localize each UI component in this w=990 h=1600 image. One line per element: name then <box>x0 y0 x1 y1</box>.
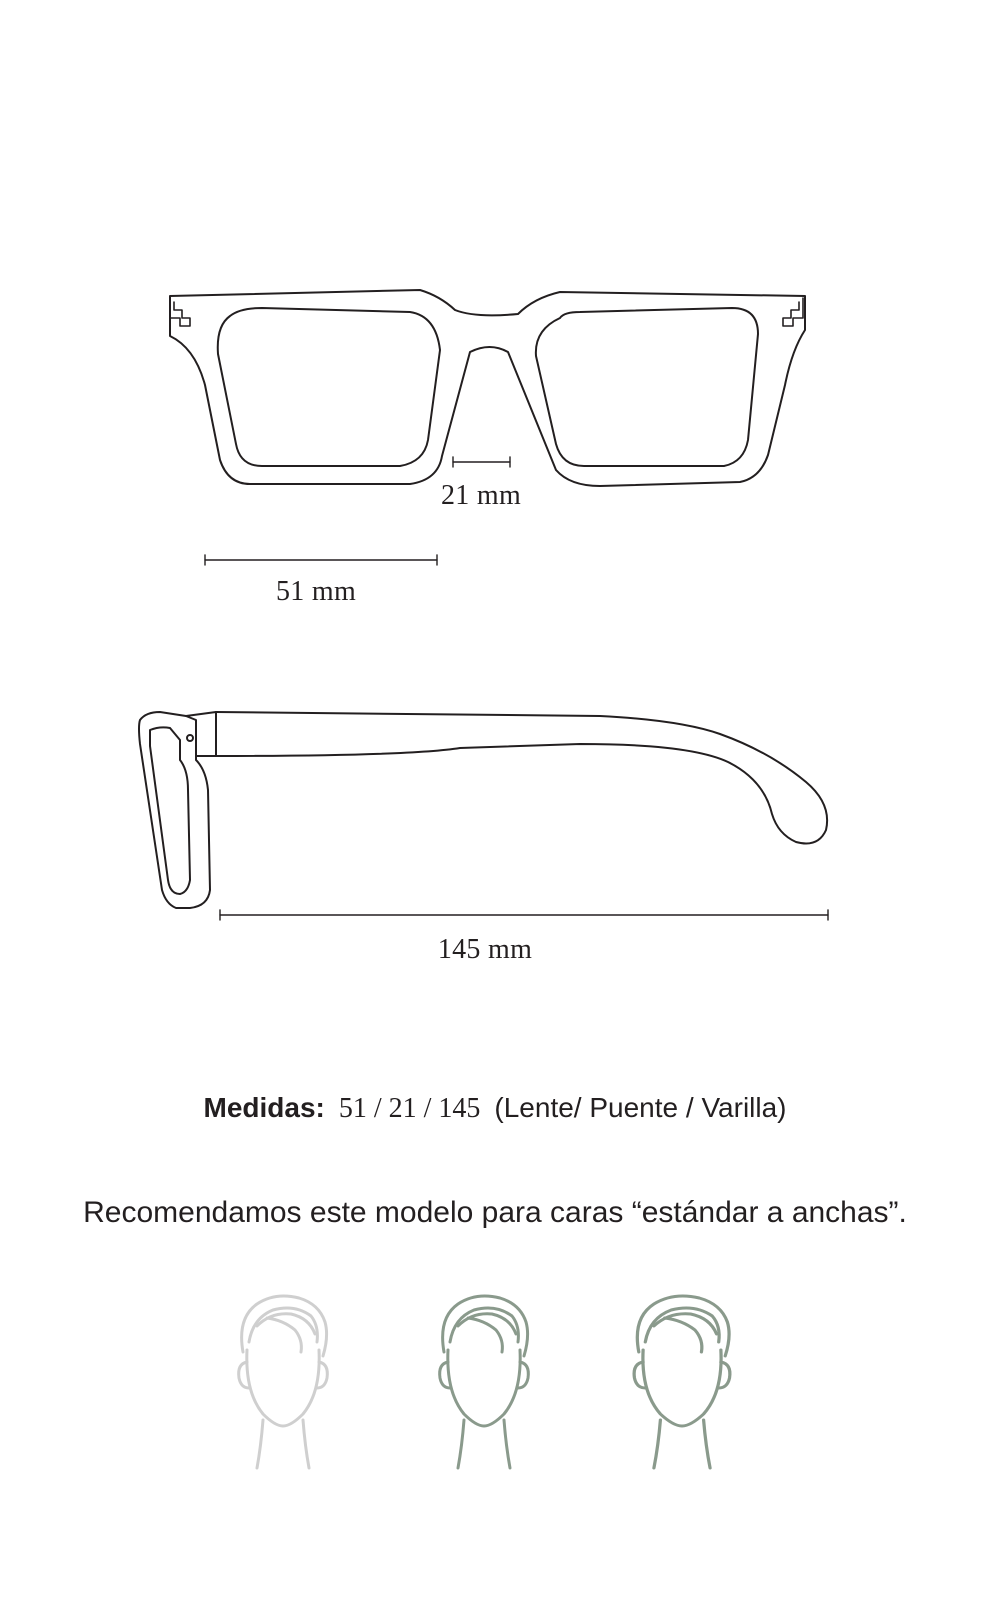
wide-face-icon <box>634 1296 730 1468</box>
lens-width-label: 51 mm <box>275 576 357 607</box>
right-hinge-ornament <box>783 298 803 326</box>
measurements-line <box>203 1092 786 1125</box>
temple-dimension-line <box>220 910 828 920</box>
standard-face-icon <box>440 1296 529 1468</box>
face-recommendation-text: Recomendamos este modelo para caras “estándar a anchas”. <box>83 1196 907 1229</box>
bridge-dimension-line <box>453 457 510 467</box>
face-shape-icons <box>0 1290 990 1470</box>
lens-dimension-line <box>205 555 437 565</box>
frame-outline <box>170 290 805 486</box>
side-rim-inner <box>150 727 190 894</box>
side-hinge-pin <box>187 735 193 741</box>
temple-length-label: 145 mm <box>437 934 533 965</box>
glasses-front-view <box>170 290 805 486</box>
bridge-width-label: 21 mm <box>440 480 522 511</box>
measurements-values: 51 / 21 / 145 <box>338 1093 481 1124</box>
measurements-legend: (Lente/ Puente / Varilla) <box>494 1092 787 1123</box>
measurements-title: Medidas: <box>203 1092 325 1123</box>
narrow-face-icon <box>239 1296 328 1468</box>
left-hinge-ornament <box>170 298 190 326</box>
left-lens <box>218 308 440 466</box>
right-lens <box>536 308 758 466</box>
temple-arm <box>216 712 827 844</box>
glasses-side-view <box>139 712 827 908</box>
